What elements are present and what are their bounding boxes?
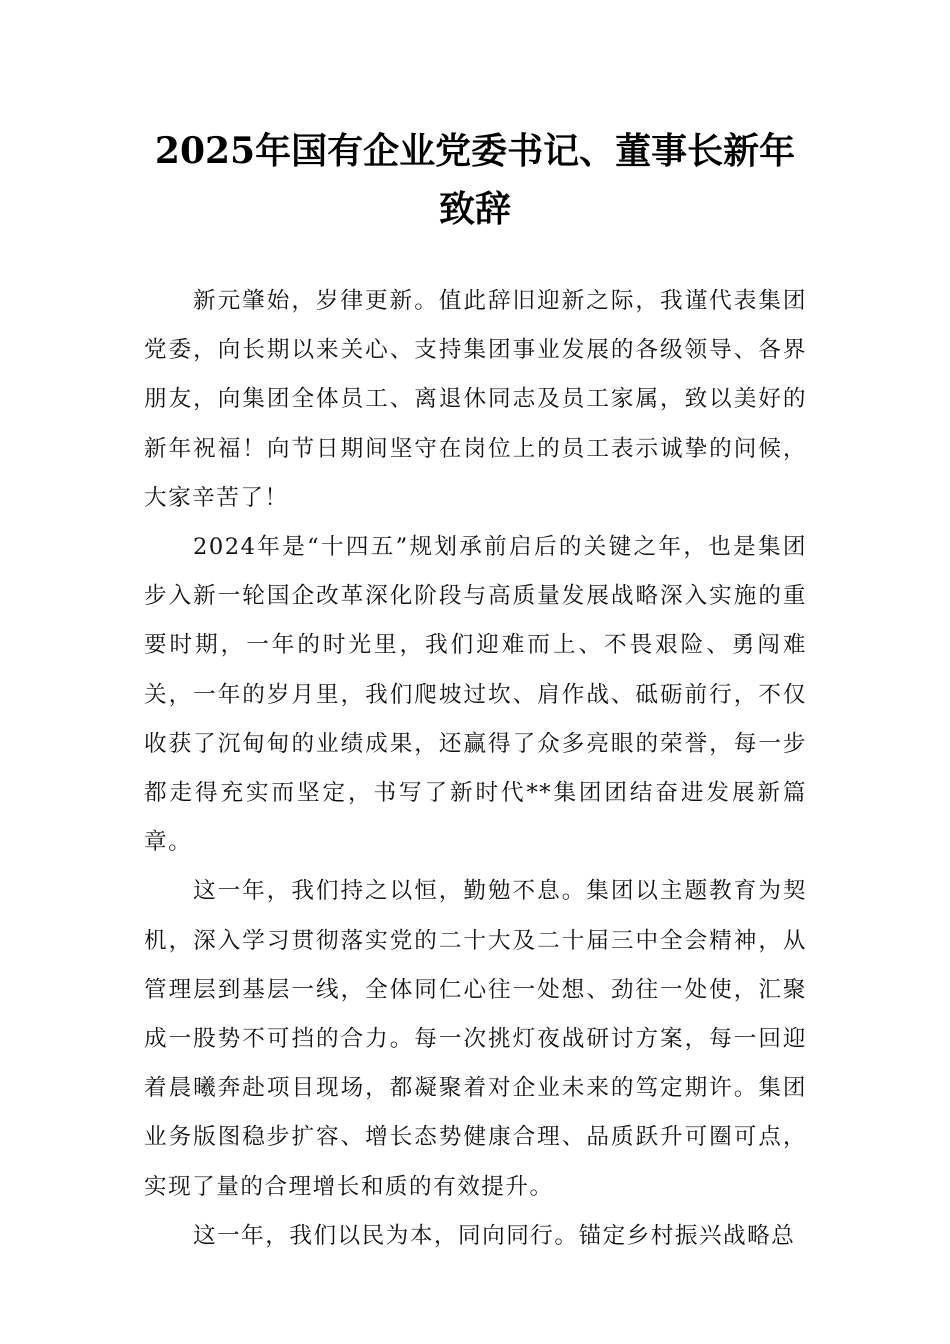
document-title: 2025年国有企业党委书记、董事长新年致辞 (154, 130, 796, 230)
paragraph-new-year-greeting: 新元肇始，岁律更新。值此辞旧迎新之际，我谨代表集团党委，向长期以来关心、支持集团事业发展的各级领导、各界朋友，向集团全体员工、离退休同志及员工家属，致以美好的新年祝福！向节日期间坚守在岗位上的员工表示诚挚的问候，大家辛苦了！ (144, 288, 807, 511)
paragraph-perseverance: 这一年，我们持之以恒，勤勉不息。集团以主题教育为契机，深入学习贯彻落实党的二十大及二十届三中全会精神，从管理层到基层一线，全体同仁心往一处想、劲往一处使，汇聚成一股势不可挡的合力。每一次挑灯夜战研讨方案，每一回迎着晨曦奔赴项目现场，都凝聚着对企业未来的笃定期许。集团业务版图稳步扩容、增长态势健康合理、品质跃升可圈可点，实现了量的合理增长和质的有效提升。 (144, 878, 807, 1200)
paragraph-2024-review: 2024年是“十四五”规划承前启后的关键之年，也是集团步入新一轮国企改革深化阶段与高质量发展战略深入实施的重要时期，一年的时光里，我们迎难而上、不畏艰险、勇闯难关，一年的岁月里，我们爬坡过坎、肩作战、砥砺前行，不仅收获了沉甸甸的业绩成果，还赢得了众多亮眼的荣誉，每一步都走得充实而坚定，书写了新时代**集团团结奋进发展新篇章。 (144, 534, 807, 856)
document-body (144, 277, 807, 1261)
paragraph-people-oriented: 这一年，我们以民为本，同向同行。锚定乡村振兴战略总 (193, 1222, 796, 1249)
